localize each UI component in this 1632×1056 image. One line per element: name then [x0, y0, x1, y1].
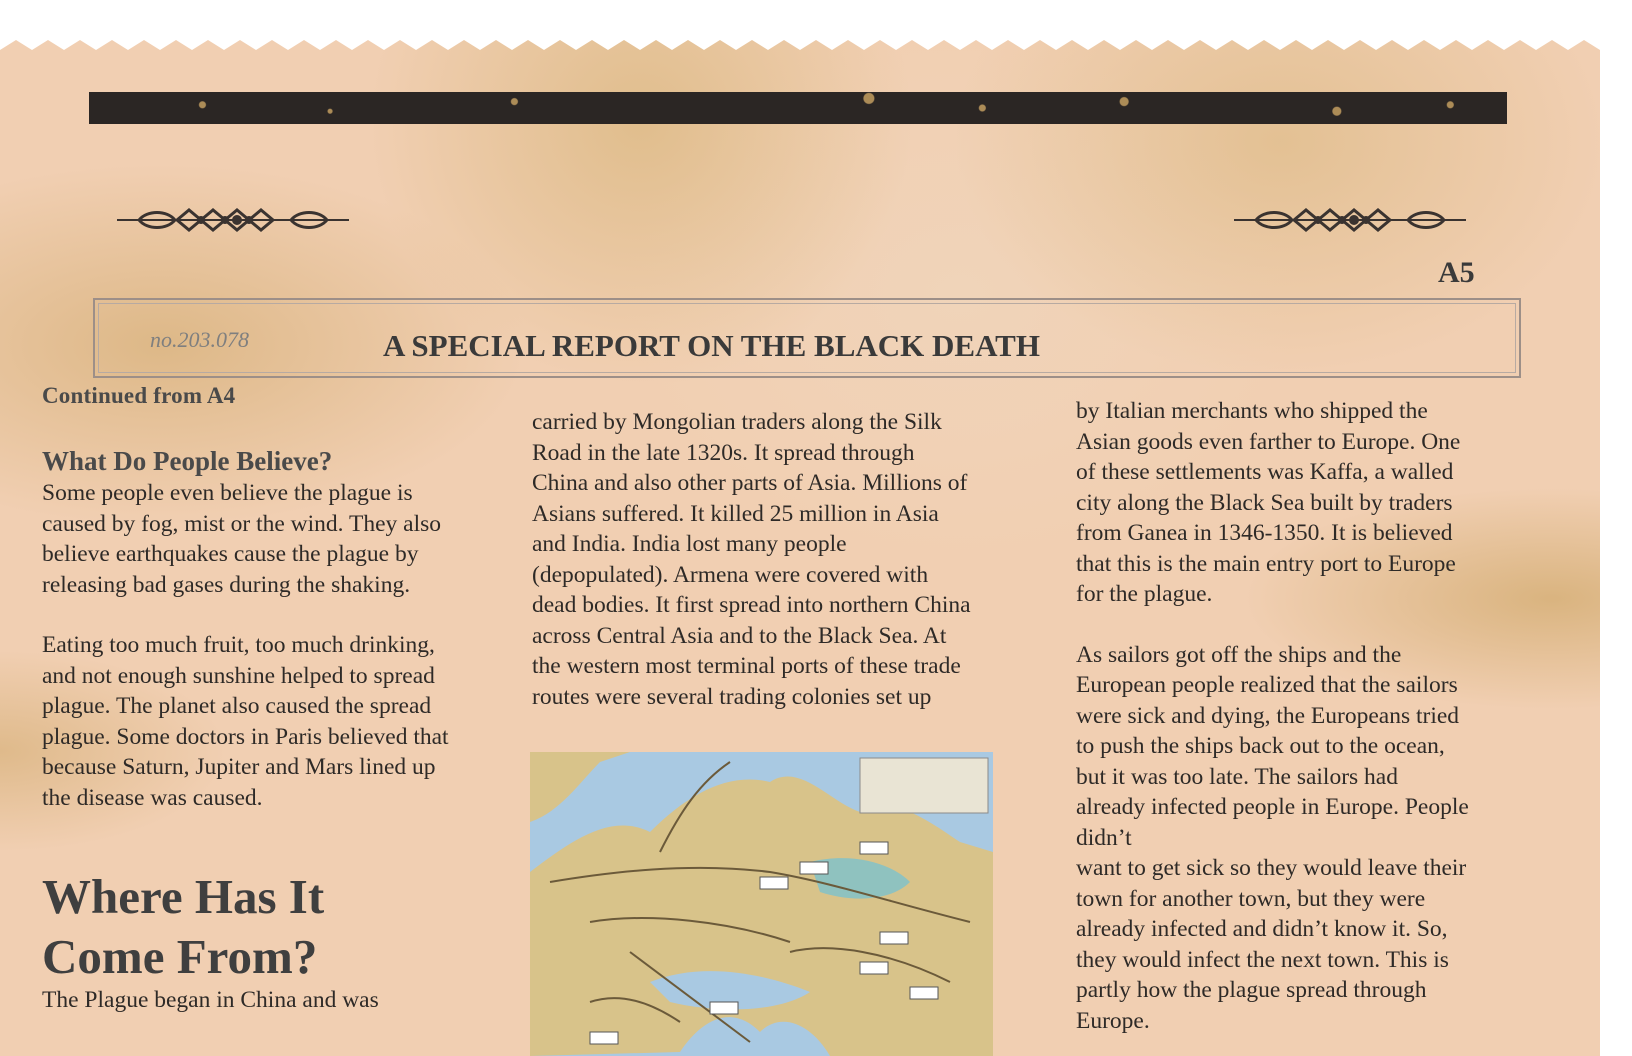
- text-line: of these settlements was Kaffa, a walled: [1076, 459, 1454, 485]
- text-line: and not enough sunshine helped to spread: [42, 662, 435, 689]
- text-line: Europe.: [1076, 1007, 1150, 1034]
- text-line: believe earthquakes cause the plague by: [42, 541, 419, 567]
- text-line: and India. India lost many people: [532, 531, 847, 557]
- page-number: A5: [1438, 256, 1475, 289]
- text-line: because Saturn, Jupiter and Mars lined up: [42, 754, 436, 780]
- text-line: Asian goods even farther to Europe. One: [1076, 428, 1461, 455]
- text-line: plague. Some doctors in Paris believed that: [42, 723, 449, 750]
- column-2-text: [532, 407, 971, 712]
- text-line: for the plague.: [1076, 581, 1213, 607]
- continued-label: Continued from A4: [42, 383, 236, 408]
- issue-number: no.203.078: [150, 327, 249, 352]
- text-line: want to get sick so they would leave their: [1076, 855, 1467, 881]
- text-line: Asians suffered. It killed 25 million in Asia: [532, 500, 939, 527]
- text-line: already infected people in Europe. People: [1076, 794, 1469, 820]
- text-line: across Central Asia and to the Black Sea. At: [532, 622, 947, 649]
- text-line: but it was too late. The sailors had: [1076, 763, 1398, 790]
- section-heading-beliefs: What Do People Believe?: [42, 446, 333, 476]
- text-line: As sailors got off the ships and the: [1076, 641, 1402, 668]
- report-banner: [93, 298, 1521, 378]
- text-line: town for another town, but they were: [1076, 885, 1426, 912]
- header-bar: [89, 92, 1507, 124]
- plague-spread-map: [530, 752, 993, 1056]
- text-line: The Plague began in China and was: [42, 987, 379, 1013]
- text-line: Eating too much fruit, too much drinking,: [42, 632, 435, 658]
- text-line: plague. The planet also caused the spread: [42, 693, 432, 719]
- text-line: the disease was caused.: [42, 784, 263, 811]
- text-line: Road in the late 1320s. It spread through: [532, 439, 915, 466]
- text-line: carried by Mongolian traders along the Silk: [532, 409, 942, 435]
- text-line: already infected and didn’t know it. So,: [1076, 916, 1448, 942]
- text-line: the western most terminal ports of these trade: [532, 653, 961, 679]
- text-line: were sick and dying, the Europeans tried: [1076, 702, 1460, 729]
- text-line: from Ganea in 1346-1350. It is believed: [1076, 520, 1453, 546]
- text-line: city along the Black Sea built by traders: [1076, 489, 1453, 516]
- text-line: that this is the main entry port to Europe: [1076, 550, 1456, 577]
- text-line: dead bodies. It first spread into northern China: [532, 592, 971, 618]
- scroll-ornament-icon: [1234, 206, 1466, 234]
- text-line: European people realized that the sailors: [1076, 672, 1458, 698]
- text-line: they would infect the next town. This is: [1076, 946, 1449, 973]
- text-line: by Italian merchants who shipped the: [1076, 398, 1428, 424]
- text-line: caused by fog, mist or the wind. They also: [42, 510, 441, 537]
- column-3-text: [1076, 396, 1469, 1036]
- text-line: (depopulated). Armena were covered with: [532, 561, 929, 588]
- banner-title: A SPECIAL REPORT ON THE BLACK DEATH: [383, 328, 1040, 363]
- section-heading-origin: [42, 867, 324, 987]
- column-1-text-continued: [42, 985, 379, 1016]
- text-line: Some people even believe the plague is: [42, 480, 413, 506]
- column-1-text: [42, 478, 449, 813]
- text-line: didn’t: [1076, 824, 1132, 851]
- scroll-ornament-icon: [117, 206, 349, 234]
- heading-line: Come From?: [42, 929, 318, 984]
- text-line: routes were several trading colonies set up: [532, 683, 932, 710]
- text-line: releasing bad gases during the shaking.: [42, 571, 411, 598]
- text-line: to push the ships back out to the ocean,: [1076, 733, 1445, 759]
- text-line: China and also other parts of Asia. Millions of: [532, 470, 968, 496]
- heading-line: Where Has It: [42, 869, 325, 924]
- text-line: partly how the plague spread through: [1076, 977, 1427, 1003]
